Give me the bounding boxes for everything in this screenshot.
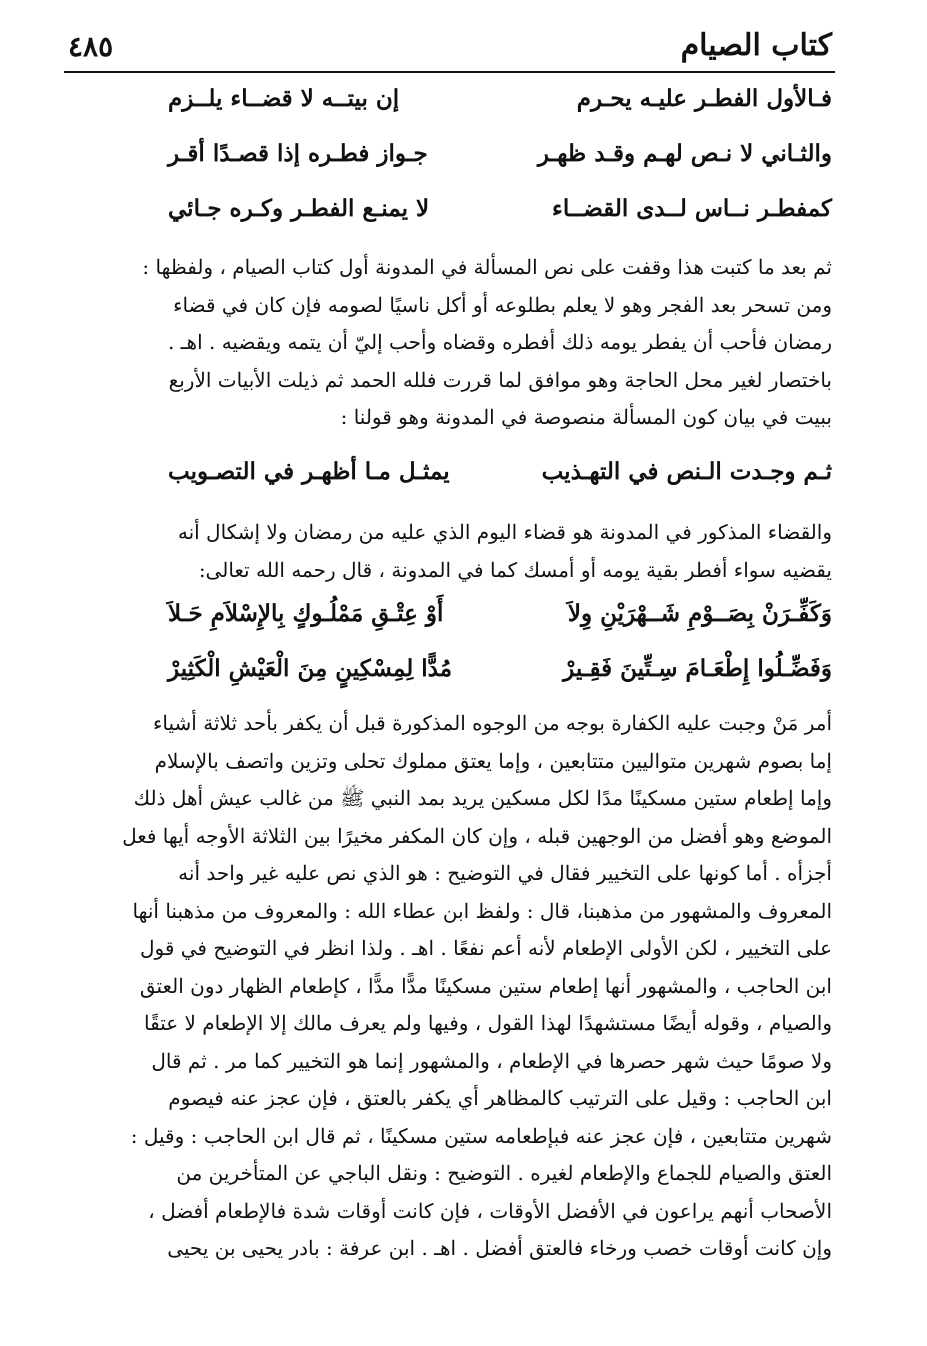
text-line: المعروف والمشهور من مذهبنا، قال : ولفظ ابن عطاء الله : والمعروف من مذهبنا أنها <box>132 898 832 923</box>
verse-line <box>168 137 832 192</box>
text-line: ابن الحاجب : وقيل على الترتيب كالمظاهر أي يكفر بالعتق ، فإن عجز عنه فيصوم <box>168 1086 832 1110</box>
text-line: ثم بعد ما كتبت هذا وقفت على نص المسألة في المدونة أول كتاب الصيام ، ولفظها : <box>142 255 832 279</box>
verse-line <box>168 652 832 707</box>
text-line: باختصار لغير محل الحاجة وهو موافق لما قررت فلله الحمد ثم ذيلت الأبيات الأربع <box>168 367 832 392</box>
poem-verses-2 <box>168 455 832 510</box>
verse-second-hemistich: لا يمنـع الفطـر وكـره جـائي <box>168 195 430 222</box>
paragraph-qada <box>95 514 832 589</box>
text-line: العتق والصيام للجماع والإطعام لغيره . التوضيح : ونقل الباجي عن المتأخرين من <box>176 1161 832 1185</box>
header-rule <box>64 71 835 73</box>
verse-first-hemistich: فـالأول الفطـر عليـه يحـرم <box>576 85 832 112</box>
text-line: وإن كانت أوقات خصب ورخاء فالعتق أفضل . اهـ . ابن عرفة : بادر يحيى بن يحيى <box>167 1236 832 1260</box>
text-line: ومن تسحر بعد الفجر وهو لا يعلم بطلوعه أو أكل ناسيًا لصومه فإن كان في قضاء <box>173 292 832 317</box>
verse-line <box>168 192 832 247</box>
text-line: أمر مَنْ وجبت عليه الكفارة بوجه من الوجوه المذكورة قبل أن يكفر بأحد ثلاثة أشياء <box>153 711 832 735</box>
text-line: على التخيير ، لكن الأولى الإطعام لأنه أعم نفعًا . اهـ . ولذا انظر في التوضيح في قول <box>139 936 832 960</box>
verse-second-hemistich: أَوْ عِتْـقِ مَمْلُـوكٍ بِالإِسْلاَمِ حَـلاَ <box>168 600 444 627</box>
verse-first-hemistich: وَفَضِّـلُوا إِطْعَـامَ سِـتِّينَ فَقِـيرْ <box>563 655 832 682</box>
text-line: والقضاء المذكور في المدونة هو قضاء اليوم الذي عليه من رمضان ولا إشكال أنه <box>177 520 832 544</box>
verse-line <box>168 82 832 137</box>
text-line: أجزأه . أما كونها على التخيير فقال في التوضيح : هو الذي نص عليه غير واحد أنه <box>178 861 832 885</box>
running-title: كتاب الصيام <box>680 28 832 63</box>
verse-second-hemistich: إن بيتــه لا قضــاء يلــزم <box>168 85 400 112</box>
poem-verses-3 <box>168 597 832 707</box>
text-line: إما بصوم شهرين متواليين متتابعين ، وإما يعتق مملوك تحلى وتزين واتصف بالإسلام <box>154 748 832 773</box>
text-line: والصيام ، وقوله أيضًا مستشهدًا لهذا القول ، وفيها ولم يعرف مالك إلا الإطعام لا عتقًا <box>144 1011 832 1035</box>
verse-first-hemistich: وَكَفِّـرَنْ بِصَــوْمِ شَــهْرَيْنِ وِلاَ <box>567 600 832 627</box>
verse-line <box>168 597 832 652</box>
verse-line <box>168 455 832 510</box>
paragraph-kaffara-commentary <box>95 705 832 1268</box>
verse-first-hemistich: ثـم وجـدت الـنص في التهـذيب <box>541 458 832 485</box>
poem-verses-1 <box>168 82 832 247</box>
text-line: الموضع وهو أفضل من الوجهين قبله ، وإن كان المكفر مخيرًا بين الثلاثة الأوجه أيها فعل <box>122 823 832 848</box>
text-line: شهرين متتابعين ، فإن عجز عنه فبإطعامه ستين مسكينًا ، ثم قال ابن الحاجب : وقيل : <box>130 1123 832 1148</box>
text-line: ببيت في بيان كون المسألة منصوصة في المدونة وهو قولنا : <box>340 405 832 429</box>
page-number: ٤٨٥ <box>68 30 114 63</box>
text-line: الأصحاب أنهم يراعون في الأفضل الأوقات ، فإن كانت أوقات شدة فالإطعام أفضل ، <box>148 1198 832 1223</box>
text-line: يقضيه سواء أفطر بقية يومه أو أمسك كما في المدونة ، قال رحمه الله تعالى: <box>198 557 832 582</box>
text-line: ابن الحاجب ، والمشهور أنها إطعام ستين مسكينًا مدًّا مدًّا ، كإطعام الظهار دون العتق <box>139 973 832 998</box>
text-line: وإما إطعام ستين مسكينًا مدًا لكل مسكين يريد بمد النبي ﷺ من غالب عيش أهل ذلك <box>133 786 832 810</box>
verse-first-hemistich: والثـاني لا نـص لهـم وقـد ظهـر <box>537 140 832 167</box>
verse-second-hemistich: جـواز فطـره إذا قصـدًا أقـر <box>168 140 428 167</box>
text-line: رمضان فأحب أن يفطر يومه ذلك أفطره وقضاه وأحب إليّ أن يتمه ويقضيه . اهـ . <box>167 330 832 354</box>
verse-first-hemistich: كمفطـر نــاس لــدى القضــاء <box>552 195 832 222</box>
text-line: ولا صومًا حيث شهر حصرها في الإطعام ، والمشهور إنما هو التخيير كما مر . ثم قال <box>151 1048 832 1073</box>
verse-second-hemistich: مُدًّا لِمِسْكِينٍ مِنَ الْعَيْشِ الْكَثِيرْ <box>168 655 453 682</box>
paragraph-mudawwana-text <box>95 249 832 437</box>
verse-second-hemistich: يمثـل مـا أظهـر في التصـويب <box>168 458 450 485</box>
